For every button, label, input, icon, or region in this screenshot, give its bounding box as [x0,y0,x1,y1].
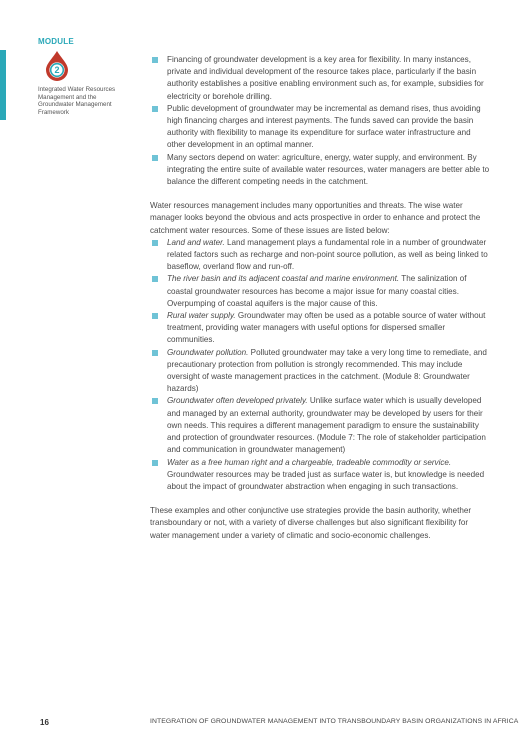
bullet-square-icon [152,276,158,282]
module-label: MODULE [38,37,74,46]
main-content [150,54,490,542]
paragraph-conclusion: These examples and other conjunctive use strategies provide the basin authority, whether transboundary or not, with a variety of diverse challenges but also significant flexibility for water management under a variety of climatic and socio-economic challenges. [150,506,472,540]
issue-lead: Land and water. [167,237,225,247]
list-item: The river basin and its adjacent coastal and marine environment. The salinization of coastal groundwater resources has become a major issue for many coastal cities. Overpumping of coastal aquifers is the major cause of this. [150,273,490,310]
issue-lead: Rural water supply. [167,311,236,321]
issue-lead: Water as a free human right and a chargeable, tradeable commodity or service. [167,457,452,467]
list-item: Financing of groundwater development is a key area for flexibility. In many instances, private and individual development of the resource takes place, particularly if the basin authority establishes a positive enabling environment such as, for example, subsidies for electricity or borehole drilling. [150,54,490,103]
water-drop-icon [43,50,71,82]
footer-title: INTEGRATION OF GROUNDWATER MANAGEMENT INTO TRANSBOUNDARY BASIN ORGANIZATIONS IN AFRICA [150,718,519,725]
bullet-square-icon [152,398,158,404]
list-item: Land and water. Land management plays a fundamental role in a number of groundwater related factors such as recharge and non-point source pollution, as well as being linked to baseflow, overland flow and run-off. [150,237,490,274]
list-item: Groundwater pollution. Polluted groundwater may take a very long time to remediate, and precautionary protection from pollution is strongly recommended. This may include oversight of waste management practices in the catchment. (Module 8: Groundwater hazards) [150,347,490,396]
issue-bullet-list [150,237,490,493]
bullet-square-icon [152,155,158,161]
page-number: 16 [40,718,49,727]
intro-bullet-list [150,54,490,188]
list-item: Groundwater often developed privately. Unlike surface water which is usually developed and managed by an external authority, groundwater may be developed by users for their own needs. This requires a different management paradigm to ensure the sustainability and protection of groundwater resources. (Module 7: The role of stakeholder participation and communication in groundwater management) [150,395,490,456]
issue-lead: Groundwater pollution. [167,347,249,357]
bullet-square-icon [152,57,158,63]
bullet-square-icon [152,460,158,466]
bullet-square-icon [152,240,158,246]
issue-lead: Groundwater often developed privately. [167,396,308,406]
list-item: Public development of groundwater may be incremental as demand rises, thus avoiding high financing charges and interest payments. The funds saved can provide the basin authority with flexibility to manage its expenditure for surface water infrastructure and other development in an optimal manner. [150,103,490,152]
sidebar-accent-bar [0,50,6,120]
module-number: 2 [54,65,60,76]
bullet-square-icon [152,313,158,319]
bullet-square-icon [152,106,158,112]
bullet-square-icon [152,350,158,356]
issue-lead: The river basin and its adjacent coastal and marine environment. [167,274,400,284]
list-item: Rural water supply. Groundwater may often be used as a potable source of water without treatment, providing water managers with useful options for dispersed smaller communities. [150,310,490,347]
list-item: Many sectors depend on water: agriculture, energy, water supply, and environment. By integrating the entire suite of available water resources, water managers are better able to balance the different competing needs in the catchment. [150,152,490,189]
list-item: Water as a free human right and a chargeable, tradeable commodity or service. Groundwater resources may be traded just as surface water is, but knowledge is needed about the impact of groundwater abstraction when engaging in such transactions. [150,457,490,494]
paragraph-intro: Water resources management includes many opportunities and threats. The wise water manager looks beyond the obvious and acts prospective in order to enhance and protect the catchment water resources. Some of these issues are listed below: [150,201,481,235]
module-description: Integrated Water Resources Management and the Groundwater Management Framework [38,86,116,116]
